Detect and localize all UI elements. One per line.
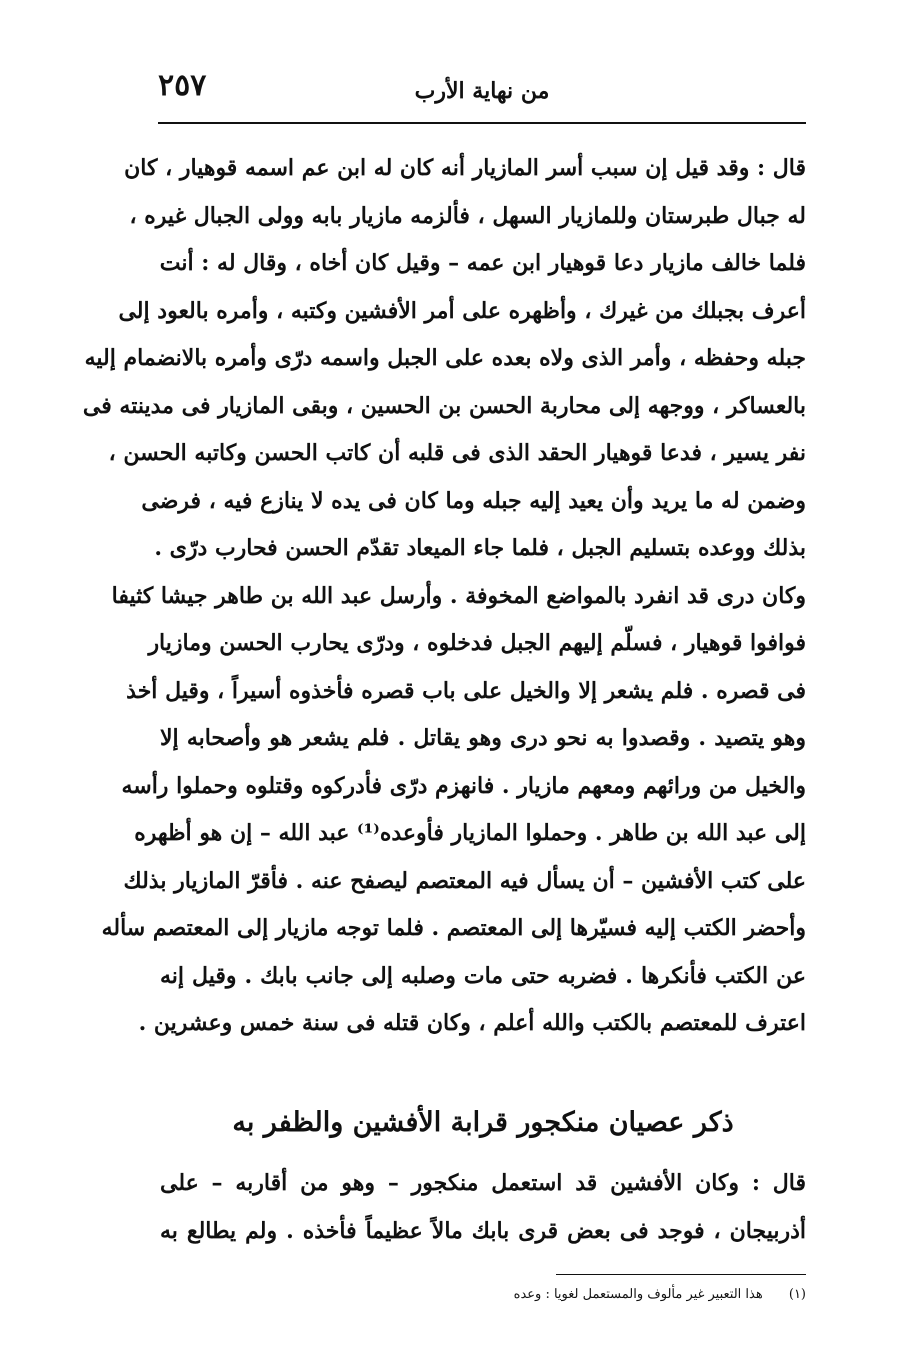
text-line: فى قصره . فلم يشعر إلا والخيل على باب قصره فأخذوه أسيراً ، وقيل أخذ	[126, 677, 806, 704]
text-line: وكان درى قد انفرد بالمواضع المخوفة . وأرسل عبد الله بن طاهر جيشا كثيفا	[111, 582, 806, 609]
text-line: جبله وحفظه ، وأمر الذى ولاه بعده على الجبل واسمه درّى وأمره بالانضمام إليه	[84, 345, 806, 371]
text-line: قال : وقد قيل إن سبب أسر المازيار أنه كان له ابن عم اسمه قوهيار ، كان	[124, 155, 806, 181]
text-line: وضمن له ما يريد وأن يعيد إليه جبله وما كان فى يده لا ينازع فيه ، فرضى	[141, 487, 806, 514]
text-line: فلما خالف مازيار دعا قوهيار ابن عمه – وقيل كان أخاه ، وقال له : أنت	[159, 250, 806, 276]
text-line: فوافوا قوهيار ، فسلّم إليهم الجبل فدخلوه ، ودرّى يحارب الحسن ومازيار	[148, 630, 806, 656]
page-header	[158, 58, 806, 118]
text-line: على كتب الأفشين – أن يسأل فيه المعتصم ليصفح عنه . فأقرّ المازيار بذلك	[123, 867, 806, 894]
page-number: ٢٥٧	[158, 68, 207, 103]
header-rule	[158, 122, 806, 124]
text-line: بالعساكر ، ووجهه إلى محاربة الحسن بن الحسين ، وبقى المازيار فى مدينته فى	[82, 392, 806, 419]
text-line: وأحضر الكتب إليه فسيّرها إلى المعتصم . فلما توجه مازيار إلى المعتصم سأله	[101, 915, 806, 941]
text-line: نفر يسير ، فدعا قوهيار الحقد الذى فى قلبه أن كاتب الحسن وكاتبه الحسن ،	[108, 440, 806, 466]
footnote	[440, 1284, 806, 1306]
text-line: إلى عبد الله بن طاهر . وحملوا المازيار فأوعده⁽¹⁾ عبد الله – إن هو أظهره	[134, 820, 806, 846]
paragraph-2	[160, 1160, 806, 1255]
section-heading: ذكر عصيان منكجور قرابة الأفشين والظفر به	[232, 1107, 734, 1138]
footnote-rule	[556, 1274, 806, 1275]
text-line: أذربيجان ، فوجد فى بعض قرى بابك مالاً عظيماً فأخذه . ولم يطالع به	[160, 1217, 806, 1244]
text-line: له جبال طبرستان وللمازيار السهل ، فألزمه مازيار بابه وولى الجبال غيره ،	[129, 202, 806, 229]
text-line: أعرف بجبلك من غيرك ، وأظهره على أمر الأفشين وكتبه ، وأمره بالعود إلى	[118, 297, 806, 324]
text-line: قال : وكان الأفشين قد استعمل منكجور – وهو من أقاربه – على	[160, 1170, 806, 1196]
paragraph-1	[82, 145, 806, 1048]
text-line: بذلك ووعده بتسليم الجبل ، فلما جاء الميعاد تقدّم الحسن فحارب درّى .	[154, 535, 806, 561]
text-line: وهو يتصيد . وقصدوا به نحو درى وهو يقاتل . فلم يشعر هو وأصحابه إلا	[160, 725, 806, 751]
footnote-marker: (١)	[788, 1287, 806, 1302]
footnote-text: هذا التعبير غير مألوف والمستعمل لغويا : وعده	[513, 1287, 763, 1302]
running-title: من نهاية الأرب	[414, 78, 550, 104]
text-line: والخيل من ورائهم ومعهم مازيار . فانهزم درّى فأدركوه وقتلوه وحملوا رأسه	[121, 772, 806, 799]
text-line: عن الكتب فأنكرها . فضربه حتى مات وصلبه إلى جانب بابك . وقيل إنه	[160, 962, 806, 989]
text-line: اعترف للمعتصم بالكتب والله أعلم ، وكان قتله فى سنة خمس وعشرين .	[138, 1010, 806, 1036]
